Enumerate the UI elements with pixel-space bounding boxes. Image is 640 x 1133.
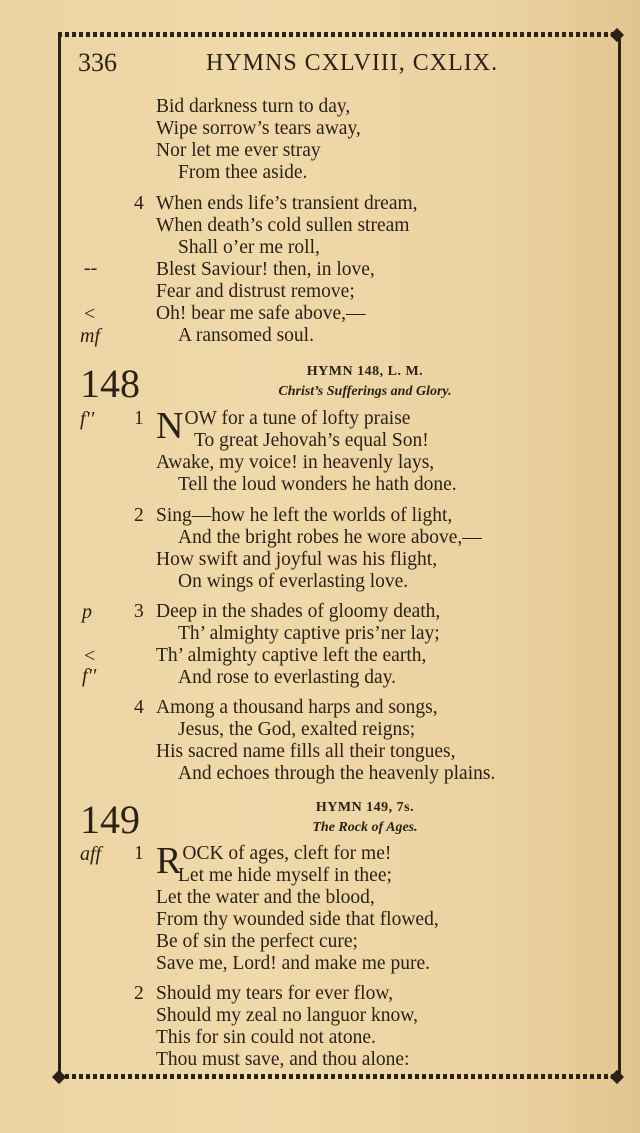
stanza-number: 1 xyxy=(134,408,144,429)
hymn-subtitle: Christ’s Sufferings and Glory. xyxy=(278,384,452,399)
drop-cap: R xyxy=(156,840,182,882)
dynamic-mark: f'' xyxy=(82,665,97,687)
page-header xyxy=(78,48,598,80)
verse-line: When death’s cold sullen stream xyxy=(156,215,410,236)
verse-line: Nor let me ever stray xyxy=(156,140,321,161)
verse-line: Save me, Lord! and make me pure. xyxy=(156,953,430,974)
verse-line: Blest Saviour! then, in love, xyxy=(156,259,375,280)
verse-line: And the bright robes he wore above,— xyxy=(178,527,482,548)
verse-line: Deep in the shades of gloomy death, xyxy=(156,601,441,622)
stanza-number: 3 xyxy=(134,601,144,622)
verse-text: OCK of ages, cleft for me! xyxy=(182,843,392,864)
verse-line: Among a thousand harps and songs, xyxy=(156,697,438,718)
drop-cap: N xyxy=(156,405,184,447)
verse-line: Jesus, the God, exalted reigns; xyxy=(178,719,416,740)
verse-line: Bid darkness turn to day, xyxy=(156,96,351,117)
hymn-number: 148 xyxy=(80,361,140,406)
verse-line: Fear and distrust remove; xyxy=(156,281,355,302)
dynamic-mark: mf xyxy=(80,325,100,347)
verse-line: Shall o’er me roll, xyxy=(178,237,320,258)
dynamic-mark: p xyxy=(82,601,92,623)
verse-line: To great Jehovah’s equal Son! xyxy=(194,430,429,451)
verse-line: Th’ almighty captive pris’ner lay; xyxy=(178,623,440,644)
verse-line: Let me hide myself in thee; xyxy=(178,865,392,886)
top-ornamental-rule xyxy=(58,32,621,37)
verse-line: Oh! bear me safe above,— xyxy=(156,303,366,324)
stanza-number: 4 xyxy=(134,193,144,214)
verse-line: Sing—how he left the worlds of light, xyxy=(156,505,453,526)
dynamic-mark: f'' xyxy=(80,408,95,430)
dynamic-mark: -- xyxy=(84,257,98,279)
verse-line: From thy wounded side that flowed, xyxy=(156,909,439,930)
verse-line: Should my zeal no languor know, xyxy=(156,1005,418,1026)
crescendo-mark: < xyxy=(84,645,96,667)
stanza-number: 1 xyxy=(134,843,144,864)
hymn-number: 149 xyxy=(80,797,140,842)
crescendo-mark: < xyxy=(84,303,96,325)
verse-line: When ends life’s transient dream, xyxy=(156,193,418,214)
running-head: HYMNS CXLVIII, CXLIX. xyxy=(206,50,499,76)
hymn-title: HYMN 149, 7s. xyxy=(315,800,415,815)
verse-line: Let the water and the blood, xyxy=(156,887,375,908)
verse-text: OW for a tune of lofty praise xyxy=(184,408,411,429)
stanza-number: 4 xyxy=(134,697,144,718)
stanza-number: 2 xyxy=(134,983,144,1004)
dynamic-mark: aff xyxy=(80,843,102,865)
verse-line: Should my tears for ever flow, xyxy=(156,983,394,1004)
verse-line: Tell the loud wonders he hath done. xyxy=(178,474,457,495)
verse-line: How swift and joyful was his flight, xyxy=(156,549,438,570)
verse-line: Wipe sorrow’s tears away, xyxy=(156,118,361,139)
verse-line: On wings of everlasting love. xyxy=(178,571,409,592)
verse-line: Awake, my voice! in heavenly lays, xyxy=(156,452,435,473)
verse-line: Th’ almighty captive left the earth, xyxy=(156,645,427,666)
bottom-ornamental-rule xyxy=(58,1074,621,1079)
verse-line: And rose to everlasting day. xyxy=(178,667,397,688)
verse-line: This for sin could not atone. xyxy=(156,1027,376,1048)
stanza-number: 2 xyxy=(134,505,144,526)
hymn-subtitle: The Rock of Ages. xyxy=(312,820,418,835)
verse-line: A ransomed soul. xyxy=(178,325,314,346)
verse-line: Be of sin the perfect cure; xyxy=(156,931,358,952)
page-number: 336 xyxy=(78,48,117,77)
verse-line: Thou must save, and thou alone: xyxy=(156,1049,410,1070)
verse-line: From thee aside. xyxy=(178,162,308,183)
verse-line: And echoes through the heavenly plains. xyxy=(178,763,496,784)
hymn-title: HYMN 148, L. M. xyxy=(306,364,424,379)
verse-line: His sacred name fills all their tongues, xyxy=(156,741,456,762)
